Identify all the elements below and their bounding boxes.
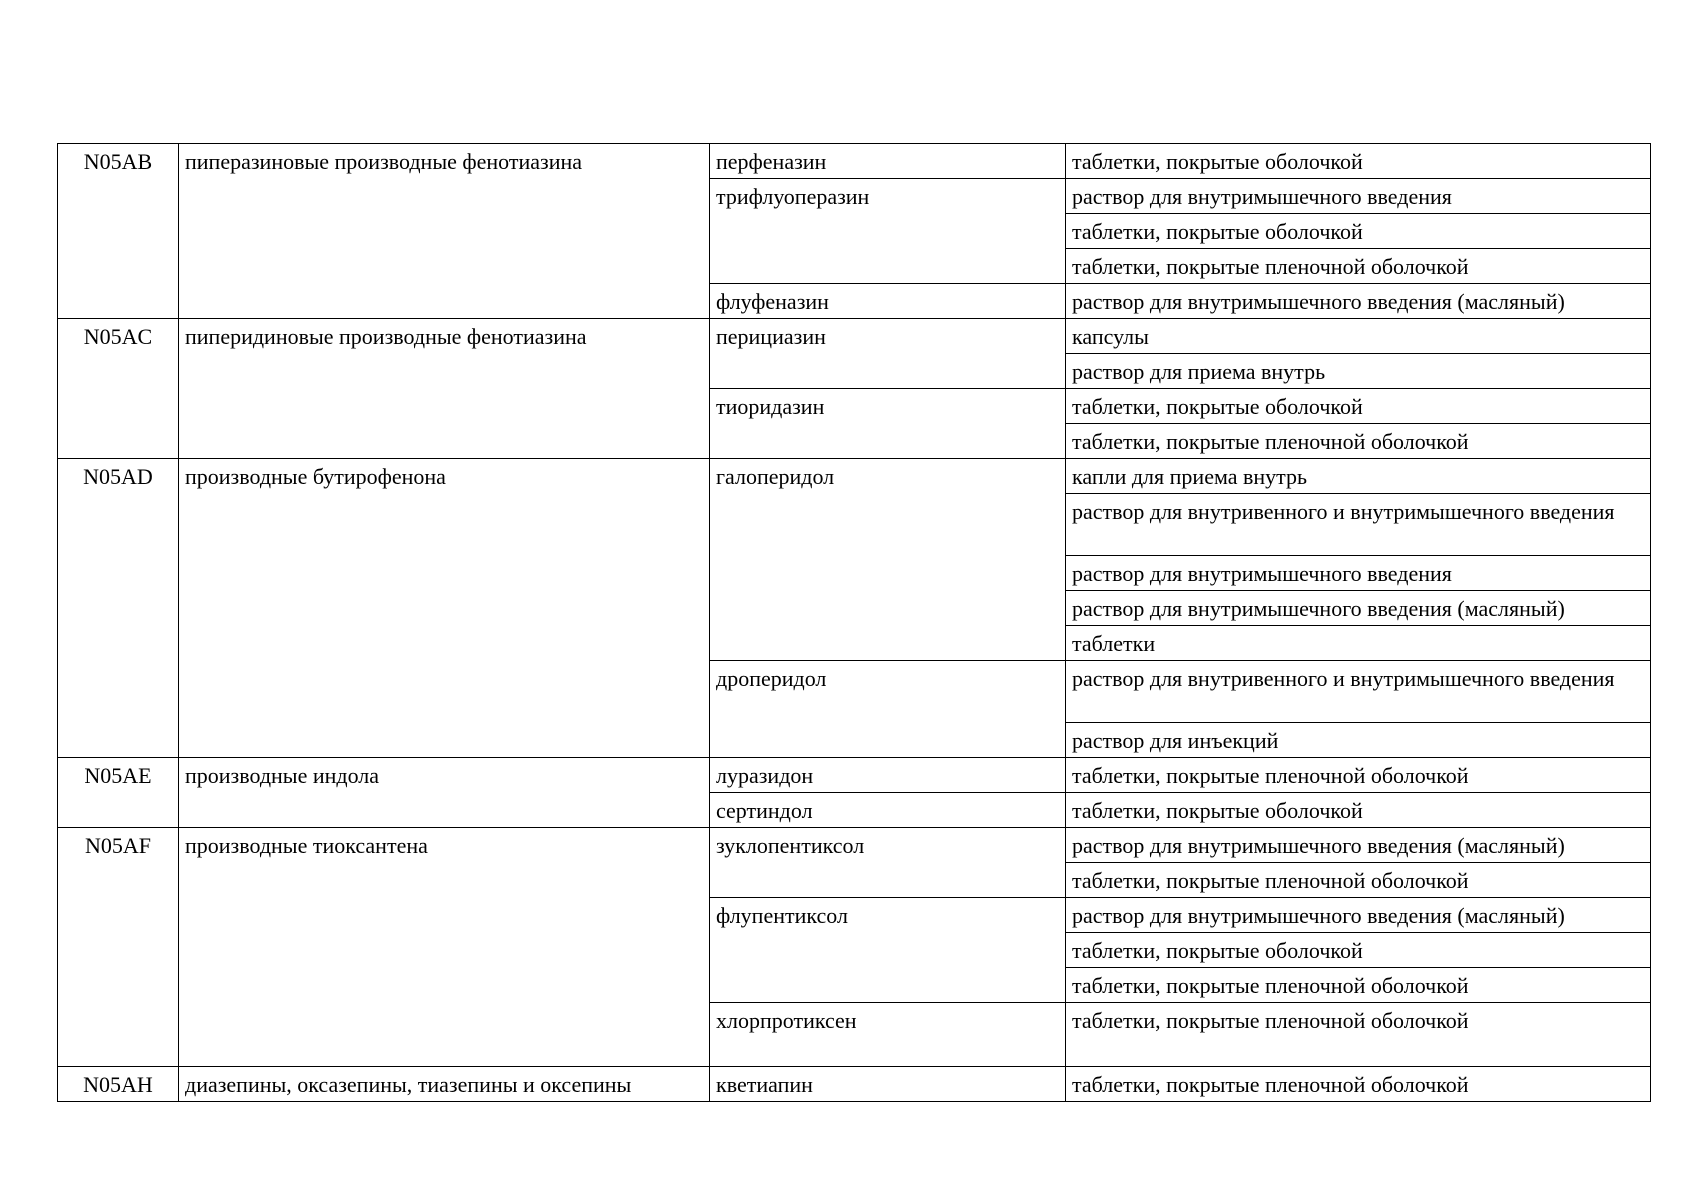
drug-name: кветиапин [710,1067,1066,1102]
dosage-form: таблетки, покрытые пленочной оболочкой [1066,758,1651,793]
group-name: производные тиоксантена [179,828,710,1067]
dosage-form: таблетки, покрытые оболочкой [1066,793,1651,828]
dosage-form: таблетки, покрытые оболочкой [1066,144,1651,179]
dosage-form: раствор для внутримышечного введения (масляный) [1066,591,1651,626]
drug-name: галоперидол [710,459,1066,661]
table-row [58,828,1651,863]
drug-name: перициазин [710,319,1066,389]
group-name: пиперазиновые производные фенотиазина [179,144,710,319]
dosage-form: таблетки, покрытые оболочкой [1066,933,1651,968]
group-name: пиперидиновые производные фенотиазина [179,319,710,459]
dosage-form: раствор для внутримышечного введения [1066,556,1651,591]
atc-code: N05AE [58,758,179,828]
dosage-form: раствор для приема внутрь [1066,354,1651,389]
dosage-form: раствор для внутривенного и внутримышечного введения [1066,661,1651,723]
group-name: диазепины, оксазепины, тиазепины и оксепины [179,1067,710,1102]
dosage-form: раствор для внутримышечного введения [1066,179,1651,214]
dosage-form: таблетки, покрытые пленочной оболочкой [1066,424,1651,459]
drug-name: луразидон [710,758,1066,793]
drug-name: сертиндол [710,793,1066,828]
dosage-form: таблетки, покрытые оболочкой [1066,214,1651,249]
group-name: производные индола [179,758,710,828]
dosage-form: таблетки, покрытые пленочной оболочкой [1066,1003,1651,1067]
drug-name: хлорпротиксен [710,1003,1066,1067]
drug-name: трифлуоперазин [710,179,1066,284]
drug-name: флупентиксол [710,898,1066,1003]
atc-code: N05AB [58,144,179,319]
dosage-form: таблетки, покрытые оболочкой [1066,389,1651,424]
dosage-form: таблетки, покрытые пленочной оболочкой [1066,968,1651,1003]
dosage-form: капли для приема внутрь [1066,459,1651,494]
atc-code: N05AH [58,1067,179,1102]
dosage-form: раствор для внутривенного и внутримышечного введения [1066,494,1651,556]
dosage-form: таблетки, покрытые пленочной оболочкой [1066,1067,1651,1102]
dosage-form: таблетки [1066,626,1651,661]
dosage-form: капсулы [1066,319,1651,354]
atc-code: N05AD [58,459,179,758]
drug-name: флуфеназин [710,284,1066,319]
dosage-form: раствор для внутримышечного введения (масляный) [1066,284,1651,319]
dosage-form: таблетки, покрытые пленочной оболочкой [1066,249,1651,284]
table-row [58,1067,1651,1102]
dosage-form: раствор для инъекций [1066,723,1651,758]
medication-table [57,143,1651,1102]
drug-name: тиоридазин [710,389,1066,459]
dosage-form: раствор для внутримышечного введения (масляный) [1066,898,1651,933]
group-name: производные бутирофенона [179,459,710,758]
table-row [58,144,1651,179]
table-row [58,319,1651,354]
table-row [58,758,1651,793]
atc-code: N05AC [58,319,179,459]
table-row [58,459,1651,494]
drug-name: зуклопентиксол [710,828,1066,898]
dosage-form: раствор для внутримышечного введения (масляный) [1066,828,1651,863]
drug-name: дроперидол [710,661,1066,758]
atc-code: N05AF [58,828,179,1067]
dosage-form: таблетки, покрытые пленочной оболочкой [1066,863,1651,898]
drug-name: перфеназин [710,144,1066,179]
